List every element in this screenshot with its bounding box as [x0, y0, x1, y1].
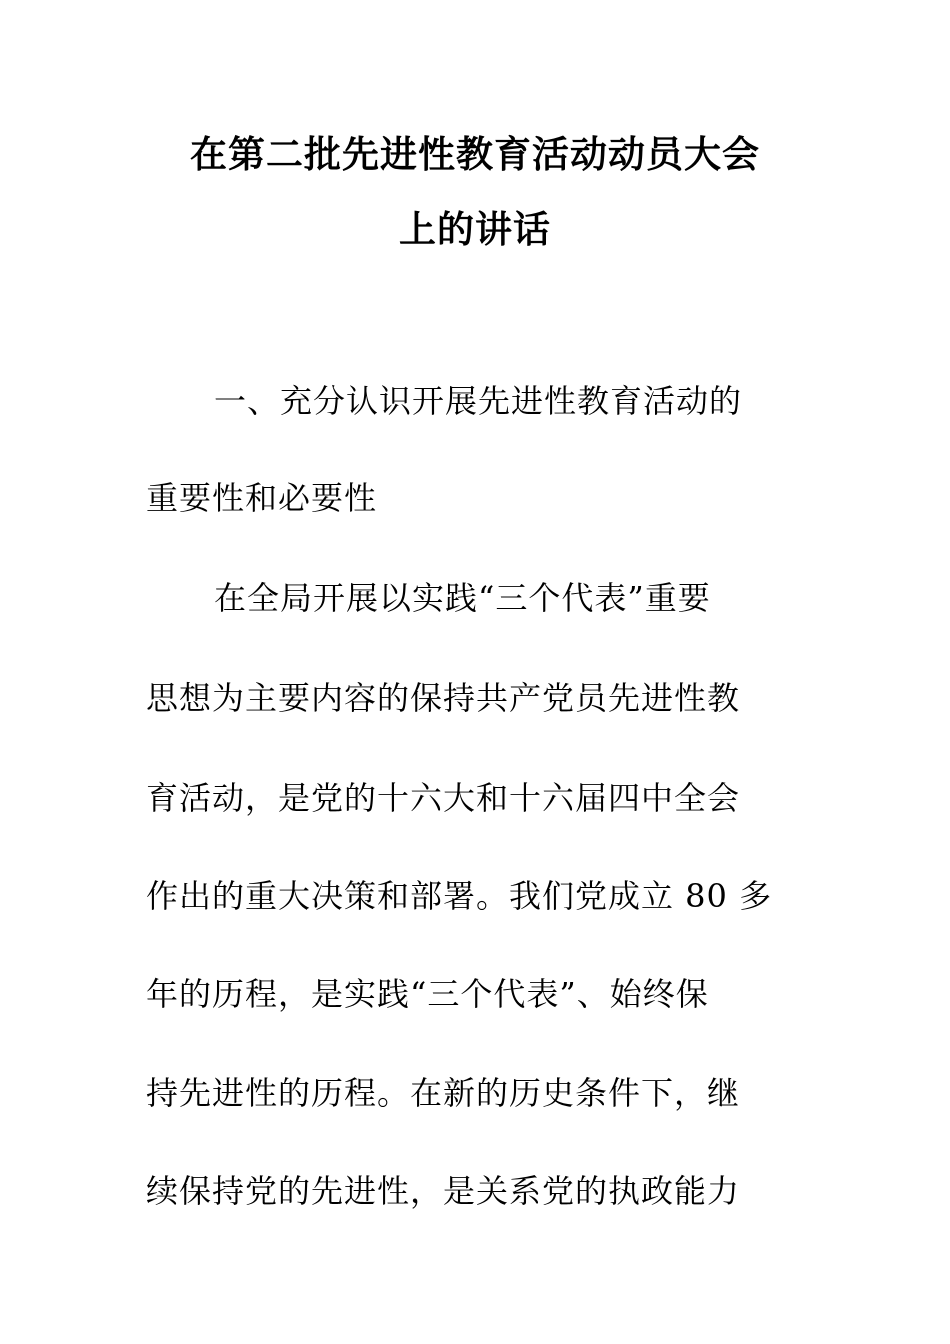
- paragraph-line-7: 续保持党的先进性，是关系党的执政能力: [146, 1172, 741, 1210]
- paragraph-line-4: 作出的重大决策和部署。我们党成立 80 多: [146, 877, 773, 915]
- paragraph-line-5: 年的历程，是实践“三个代表”、始终保: [146, 975, 709, 1013]
- document-title-line-2: 上的讲话: [399, 207, 551, 251]
- paragraph-line-3: 育活动，是党的十六大和十六届四中全会: [146, 779, 741, 817]
- section-heading-line-1: 一、充分认识开展先进性教育活动的: [214, 382, 743, 420]
- paragraph-line-1: 在全局开展以实践“三个代表”重要: [214, 579, 711, 617]
- document-title-line-1: 在第二批先进性教育活动动员大会: [190, 132, 760, 176]
- section-heading-line-2: 重要性和必要性: [146, 479, 378, 517]
- paragraph-line-6: 持先进性的历程。在新的历史条件下，继: [146, 1074, 741, 1112]
- paragraph-line-2: 思想为主要内容的保持共产党员先进性教: [146, 679, 741, 717]
